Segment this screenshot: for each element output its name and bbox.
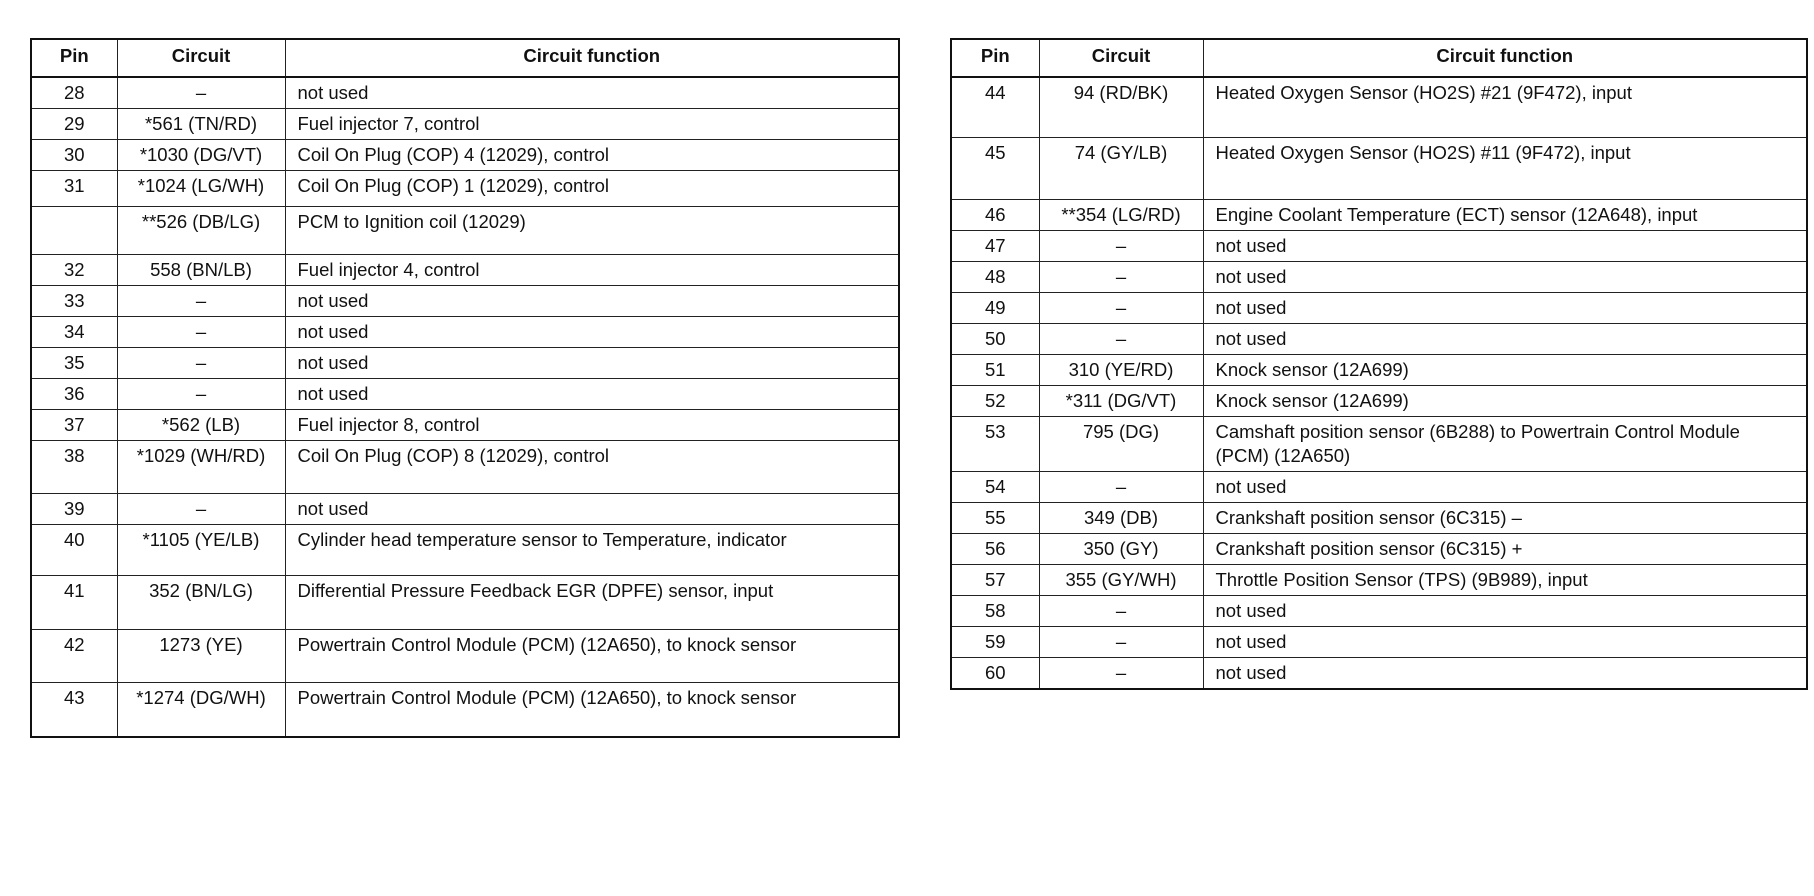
table-row (31, 140, 899, 171)
pin-cell: 58 (951, 595, 1039, 626)
pin-cell: 34 (31, 317, 117, 348)
circuit-cell: – (1039, 261, 1203, 292)
circuit-cell: *1274 (DG/WH) (117, 683, 285, 737)
function-cell: PCM to Ignition coil (12029) (285, 207, 899, 255)
pin-cell: 47 (951, 230, 1039, 261)
circuit-cell: – (117, 348, 285, 379)
pin-cell: 39 (31, 494, 117, 525)
pin-cell: 43 (31, 683, 117, 737)
circuit-cell: 352 (BN/LG) (117, 576, 285, 630)
function-cell: Knock sensor (12A699) (1203, 354, 1807, 385)
pin-cell: 42 (31, 630, 117, 683)
circuit-cell: 350 (GY) (1039, 533, 1203, 564)
function-cell: Crankshaft position sensor (6C315) + (1203, 533, 1807, 564)
circuit-cell: – (117, 379, 285, 410)
table-row (951, 292, 1807, 323)
function-cell: not used (285, 77, 899, 109)
table-row (951, 416, 1807, 471)
table-row (31, 77, 899, 109)
pin-cell: 59 (951, 626, 1039, 657)
function-cell: Crankshaft position sensor (6C315) – (1203, 502, 1807, 533)
circuit-cell: *561 (TN/RD) (117, 109, 285, 140)
circuit-cell: 558 (BN/LB) (117, 255, 285, 286)
pin-cell: 32 (31, 255, 117, 286)
function-cell: not used (285, 317, 899, 348)
circuit-cell: – (117, 317, 285, 348)
table-row (31, 255, 899, 286)
function-cell: Differential Pressure Feedback EGR (DPFE) sensor, input (285, 576, 899, 630)
function-cell: not used (1203, 657, 1807, 689)
circuit-cell: 310 (YE/RD) (1039, 354, 1203, 385)
function-cell: Cylinder head temperature sensor to Temperature, indicator (285, 525, 899, 576)
pin-cell: 45 (951, 137, 1039, 199)
table-row (951, 657, 1807, 689)
pin-header: Pin (31, 39, 117, 77)
right-table-body (951, 77, 1807, 689)
table-row (951, 230, 1807, 261)
pin-cell: 46 (951, 199, 1039, 230)
function-cell: Knock sensor (12A699) (1203, 385, 1807, 416)
pin-cell: 57 (951, 564, 1039, 595)
circuit-cell: **526 (DB/LG) (117, 207, 285, 255)
function-cell: Fuel injector 4, control (285, 255, 899, 286)
circuit-cell: – (117, 77, 285, 109)
table-row (31, 494, 899, 525)
circuit-cell: 74 (GY/LB) (1039, 137, 1203, 199)
function-cell: Camshaft position sensor (6B288) to Powertrain Control Module (PCM) (12A650) (1203, 416, 1807, 471)
pin-cell: 54 (951, 471, 1039, 502)
circuit-cell: – (1039, 626, 1203, 657)
function-cell: Engine Coolant Temperature (ECT) sensor (12A648), input (1203, 199, 1807, 230)
circuit-cell: – (117, 286, 285, 317)
pin-cell: 48 (951, 261, 1039, 292)
function-cell: Heated Oxygen Sensor (HO2S) #21 (9F472), input (1203, 77, 1807, 137)
circuit-header: Circuit (1039, 39, 1203, 77)
pin-cell: 53 (951, 416, 1039, 471)
table-row (951, 502, 1807, 533)
pin-cell: 60 (951, 657, 1039, 689)
pin-cell: 56 (951, 533, 1039, 564)
function-cell: Heated Oxygen Sensor (HO2S) #11 (9F472), input (1203, 137, 1807, 199)
pin-cell: 50 (951, 323, 1039, 354)
function-cell: not used (1203, 595, 1807, 626)
table-row (31, 630, 899, 683)
table-row (31, 525, 899, 576)
circuit-cell: 795 (DG) (1039, 416, 1203, 471)
table-row (31, 410, 899, 441)
function-header: Circuit function (285, 39, 899, 77)
circuit-cell: *1024 (LG/WH) (117, 171, 285, 207)
function-cell: Powertrain Control Module (PCM) (12A650), to knock sensor (285, 683, 899, 737)
table-row (951, 626, 1807, 657)
function-cell: Fuel injector 8, control (285, 410, 899, 441)
pin-header: Pin (951, 39, 1039, 77)
pin-cell: 49 (951, 292, 1039, 323)
table-row (31, 207, 899, 255)
table-row (951, 199, 1807, 230)
function-cell: Fuel injector 7, control (285, 109, 899, 140)
table-row (31, 441, 899, 494)
pin-cell: 36 (31, 379, 117, 410)
pin-cell: 41 (31, 576, 117, 630)
function-cell: not used (1203, 292, 1807, 323)
pinout-table-left (30, 38, 900, 738)
pin-cell: 35 (31, 348, 117, 379)
circuit-cell: **354 (LG/RD) (1039, 199, 1203, 230)
table-row (31, 286, 899, 317)
header-row (951, 39, 1807, 77)
function-cell: not used (285, 379, 899, 410)
pin-cell: 31 (31, 171, 117, 207)
table-row (31, 109, 899, 140)
function-cell: not used (1203, 230, 1807, 261)
circuit-cell: 349 (DB) (1039, 502, 1203, 533)
pin-cell: 37 (31, 410, 117, 441)
function-cell: Throttle Position Sensor (TPS) (9B989), input (1203, 564, 1807, 595)
circuit-cell: – (1039, 595, 1203, 626)
circuit-cell: 1273 (YE) (117, 630, 285, 683)
function-cell: Coil On Plug (COP) 8 (12029), control (285, 441, 899, 494)
table-row (31, 348, 899, 379)
table-row (951, 564, 1807, 595)
circuit-cell: 355 (GY/WH) (1039, 564, 1203, 595)
circuit-cell: *1029 (WH/RD) (117, 441, 285, 494)
circuit-cell: – (117, 494, 285, 525)
function-header: Circuit function (1203, 39, 1807, 77)
pin-cell: 40 (31, 525, 117, 576)
table-row (951, 323, 1807, 354)
table-row (31, 379, 899, 410)
circuit-cell: *1030 (DG/VT) (117, 140, 285, 171)
function-cell: not used (1203, 261, 1807, 292)
circuit-cell: – (1039, 292, 1203, 323)
table-row (951, 77, 1807, 137)
table-row (951, 385, 1807, 416)
circuit-cell: *311 (DG/VT) (1039, 385, 1203, 416)
function-cell: not used (1203, 471, 1807, 502)
circuit-cell: – (1039, 230, 1203, 261)
circuit-cell: – (1039, 471, 1203, 502)
function-cell: not used (285, 494, 899, 525)
pin-cell: 38 (31, 441, 117, 494)
left-table-body (31, 77, 899, 737)
circuit-cell: – (1039, 323, 1203, 354)
circuit-cell: *562 (LB) (117, 410, 285, 441)
circuit-cell: 94 (RD/BK) (1039, 77, 1203, 137)
table-row (951, 595, 1807, 626)
table-row (31, 317, 899, 348)
table-row (951, 533, 1807, 564)
pin-cell: 30 (31, 140, 117, 171)
pin-cell: 44 (951, 77, 1039, 137)
table-row (31, 171, 899, 207)
circuit-cell: *1105 (YE/LB) (117, 525, 285, 576)
pin-cell: 28 (31, 77, 117, 109)
table-row (31, 576, 899, 630)
function-cell: not used (285, 286, 899, 317)
function-cell: Coil On Plug (COP) 4 (12029), control (285, 140, 899, 171)
header-row (31, 39, 899, 77)
circuit-cell: – (1039, 657, 1203, 689)
table-row (951, 471, 1807, 502)
table-row (951, 261, 1807, 292)
function-cell: not used (1203, 323, 1807, 354)
pin-cell: 55 (951, 502, 1039, 533)
pinout-table-right (950, 38, 1808, 690)
circuit-header: Circuit (117, 39, 285, 77)
function-cell: not used (285, 348, 899, 379)
pin-cell: 29 (31, 109, 117, 140)
function-cell: not used (1203, 626, 1807, 657)
pin-cell: 51 (951, 354, 1039, 385)
pin-cell: 33 (31, 286, 117, 317)
table-row (31, 683, 899, 737)
pin-cell: 52 (951, 385, 1039, 416)
table-row (951, 137, 1807, 199)
table-row (951, 354, 1807, 385)
function-cell: Powertrain Control Module (PCM) (12A650), to knock sensor (285, 630, 899, 683)
pin-cell (31, 207, 117, 255)
function-cell: Coil On Plug (COP) 1 (12029), control (285, 171, 899, 207)
